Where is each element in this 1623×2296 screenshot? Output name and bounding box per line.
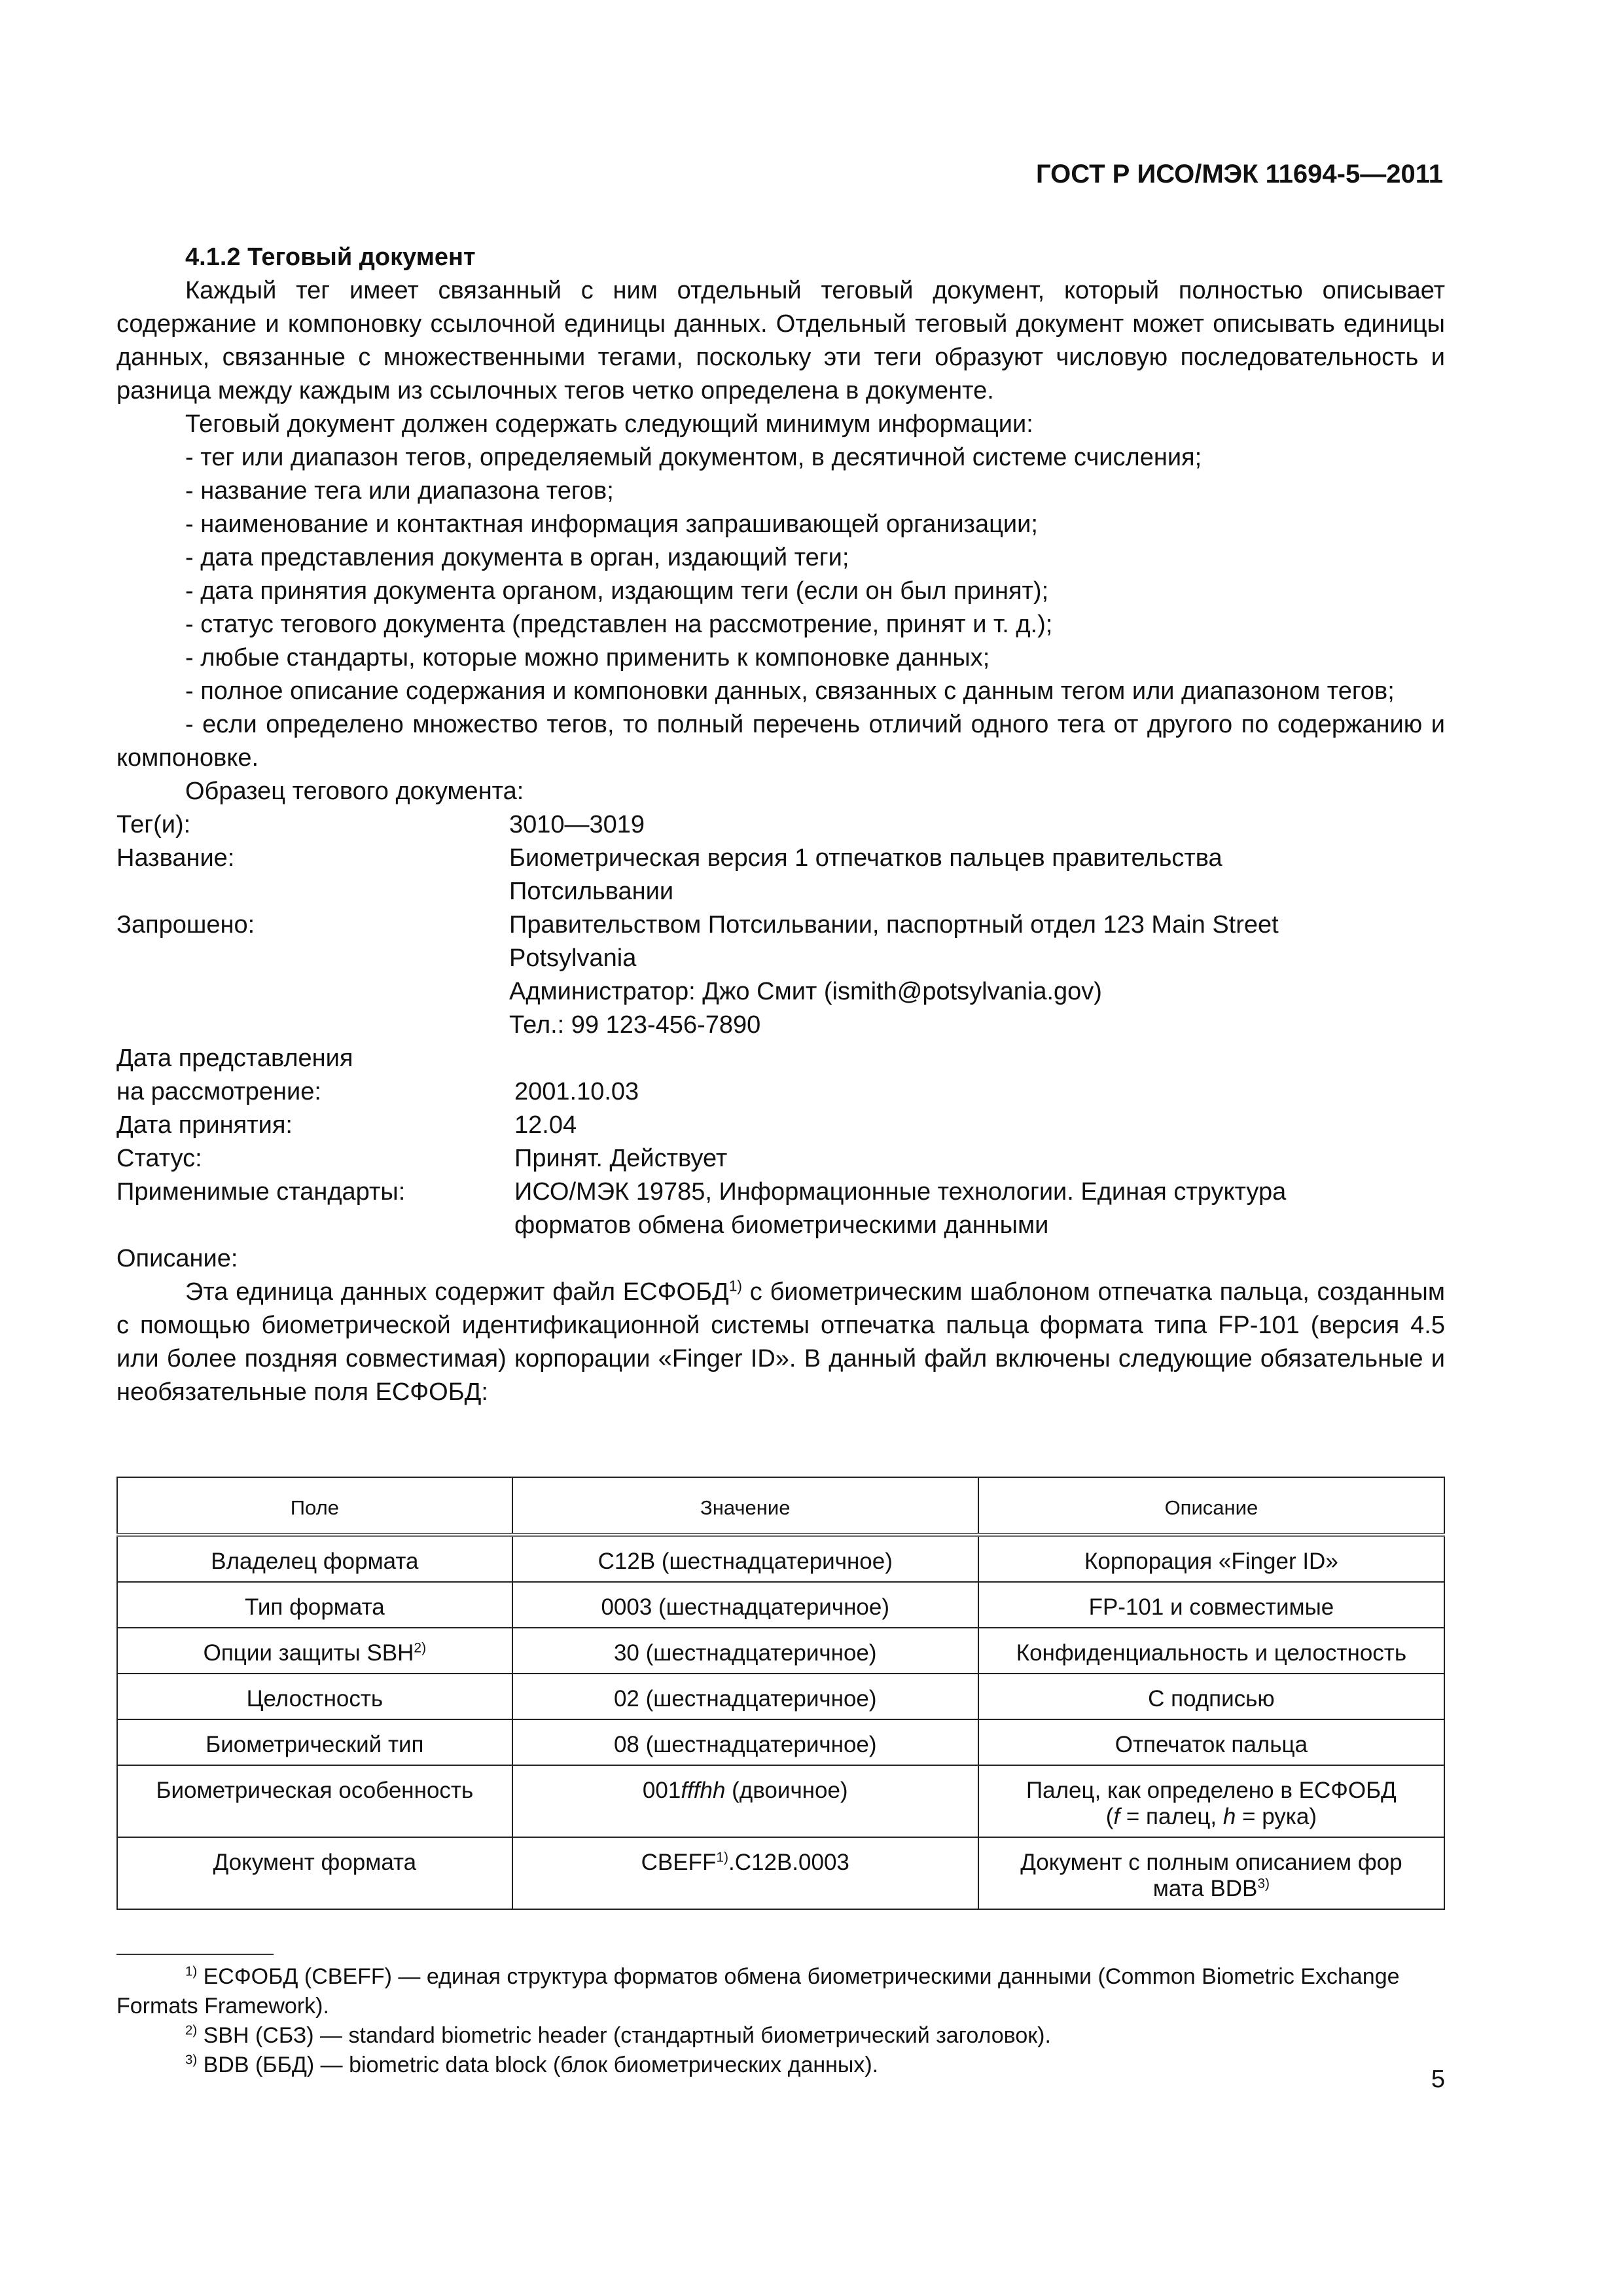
cell-text-italic: f (1113, 1804, 1120, 1829)
field-value-line: 2001.10.03 (514, 1078, 639, 1105)
sample-fields (116, 808, 1445, 1242)
table-cell (512, 1765, 978, 1837)
cell-text: Опции защиты SBH (203, 1640, 414, 1666)
table-cell (117, 1628, 512, 1674)
field-value-line: Правительством Потсильвании, паспортный отдел 123 Main Street (509, 911, 1279, 939)
field-label-line: на рассмотрение: (116, 1078, 321, 1105)
field-value (509, 842, 1399, 908)
cell-line: Документ с полным описанием фор (1020, 1850, 1402, 1875)
table-cell: Биометрическая особенность (117, 1765, 512, 1837)
field-value-line: Администратор: Джо Смит (ismith@potsylvania.gov) (509, 978, 1102, 1005)
table-row (117, 1628, 1444, 1674)
field-value: 12.04 (514, 1111, 577, 1139)
list-item: - наименование и контактная информация запрашивающей организации; (185, 511, 1038, 538)
section-title: 4.1.2 Теговый документ (185, 243, 476, 271)
list-item: - если определено множество тегов, то полный перечень отличий одного тега от другого по содержанию и компоновке. (116, 711, 1445, 772)
table-cell (978, 1765, 1444, 1837)
footnote-ref: 1) (716, 1850, 729, 1865)
field-row-name (116, 842, 1445, 908)
column-header: Значение (512, 1477, 978, 1535)
field-label-line: Дата представления (116, 1045, 353, 1072)
description-label: Описание: (116, 1245, 238, 1272)
cell-line: (f = палец, h = рука) (1105, 1804, 1317, 1829)
footnote (116, 2051, 1445, 2080)
field-row-requested (116, 908, 1445, 1042)
list-item: - статус тегового документа (представлен на рассмотрение, принят и т. д.); (185, 611, 1053, 638)
table-cell: Конфиденциальность и целостность (978, 1628, 1444, 1674)
footnote-mark: 3) (185, 2053, 198, 2068)
table-cell: FP-101 и совместимые (978, 1582, 1444, 1628)
cell-text-italic: fffhh (681, 1778, 726, 1803)
field-label (116, 1042, 509, 1109)
table-row (117, 1582, 1444, 1628)
document-body (116, 241, 1445, 1409)
table-cell: Документ формата (117, 1837, 512, 1909)
field-label: Название: (116, 844, 235, 872)
field-row-status (116, 1142, 1445, 1175)
column-header: Описание (978, 1477, 1444, 1535)
field-value-line: Potsylvania (509, 944, 637, 972)
table-cell: Отпечаток пальца (978, 1719, 1444, 1765)
list-item: - полное описание содержания и компоновки данных, связанных с данным тегом или диапазоном тегов; (185, 677, 1395, 705)
field-label: Запрошено: (116, 911, 255, 939)
footnote-text: ЕСФОБД (CBEFF) — единая структура форматов обмена биометрическими данными (Common Biometric Exchange Formats Framework). (116, 1964, 1400, 2018)
table-header-row (117, 1477, 1444, 1535)
table-row (117, 1765, 1444, 1837)
field-value: Принят. Действует (514, 1145, 728, 1172)
footnote-text: SBH (СБЗ) — standard biometric header (стандартный биометрический заголовок). (197, 2023, 1051, 2048)
list-item: - дата принятия документа органом, издающим теги (если он был принят); (185, 577, 1049, 605)
cell-text: = рука) (1236, 1804, 1317, 1829)
table-cell: C12B (шестнадцатеричное) (512, 1535, 978, 1582)
cell-line (990, 1876, 1433, 1902)
text-run: с биометрическим шаблоном отпечатка пальца, созданным с помощью биометрической идентификационной системы отпечатка пальца формата типа FP-101 (версия 4.5 или более поздняя совместимая) корпорации «Finger ID». В данный файл включены следующие обязательные и необязательные поля ЕСФОБД: (116, 1278, 1445, 1406)
table-cell: Корпорация «Finger ID» (978, 1535, 1444, 1582)
cell-text: 001 (642, 1778, 681, 1803)
field-row-tags (116, 808, 1445, 842)
table-row (117, 1535, 1444, 1582)
document-header: ГОСТ Р ИСО/МЭК 11694-5—2011 (1035, 160, 1443, 188)
field-row-accepted (116, 1109, 1445, 1142)
footnote-mark: 1) (185, 1964, 198, 1979)
sample-heading: Образец тегового документа: (185, 778, 524, 805)
table-cell (512, 1837, 978, 1909)
table-row (117, 1837, 1444, 1909)
column-header: Поле (117, 1477, 512, 1535)
list-item: - дата представления документа в орган, издающий теги; (185, 544, 849, 571)
cell-text-italic: h (1222, 1804, 1236, 1829)
footnote-separator (116, 1954, 274, 1955)
footnote-ref: 1) (728, 1277, 742, 1295)
cell-line: Палец, как определено в ЕСФОБД (1026, 1778, 1397, 1803)
footnote-text: BDB (ББД) — biometric data block (блок биометрических данных). (197, 2053, 879, 2077)
field-value-line: Тел.: 99 123-456-7890 (509, 1011, 761, 1039)
field-value-line: ИСО/МЭК 19785, Информационные технологии. Единая структура (514, 1178, 1287, 1206)
description-paragraph (116, 1276, 1445, 1409)
table-cell: С подписью (978, 1674, 1444, 1719)
footnote (116, 1962, 1445, 2021)
field-value-line: форматов обмена биометрическими данными (514, 1211, 1049, 1239)
cell-text: CBEFF (641, 1850, 717, 1875)
cell-text: = палец, (1120, 1804, 1223, 1829)
page-number: 5 (1431, 2066, 1445, 2093)
cell-text: .C12B.0003 (728, 1850, 849, 1875)
table-cell (978, 1837, 1444, 1909)
table-cell: Владелец формата (117, 1535, 512, 1582)
field-label: Тег(и): (116, 811, 191, 838)
cbeff-fields-table (116, 1477, 1445, 1910)
field-value (509, 1042, 1404, 1109)
footnote-mark: 2) (185, 2023, 198, 2038)
footnote (116, 2021, 1445, 2051)
field-value (509, 1175, 1404, 1242)
paragraph: Теговый документ должен содержать следующий минимум информации: (185, 410, 1033, 438)
field-value (509, 908, 1399, 1042)
table-cell: Тип формата (117, 1582, 512, 1628)
list-item: - любые стандарты, которые можно применить к компоновке данных; (185, 644, 990, 672)
table-row (117, 1719, 1444, 1765)
text-run: Эта единица данных содержит файл ЕСФОБД (185, 1278, 729, 1306)
list-item: - название тега или диапазона тегов; (185, 477, 614, 505)
field-label: Дата принятия: (116, 1111, 293, 1139)
cell-text: мата BDB (1152, 1876, 1258, 1901)
table-row (117, 1674, 1444, 1719)
field-row-submitted (116, 1042, 1445, 1109)
table-cell: 02 (шестнадцатеричное) (512, 1674, 978, 1719)
list-item: - тег или диапазон тегов, определяемый документом, в десятичной системе счисления; (185, 444, 1202, 471)
footnote-ref: 3) (1257, 1876, 1270, 1892)
field-value: 3010—3019 (509, 811, 645, 838)
table-cell: 30 (шестнадцатеричное) (512, 1628, 978, 1674)
paragraph: Каждый тег имеет связанный с ним отдельный теговый документ, который полностью описывает содержание и компоновку ссылочной единицы данных. Отдельный теговый документ может описывать единицы данных, связанные с множественными тегами, поскольку эти теги образуют числовую последовательность и разница между каждым из ссылочных тегов четко определена в документе. (116, 277, 1445, 404)
footnotes (116, 1962, 1445, 2080)
table-cell: Биометрический тип (117, 1719, 512, 1765)
table-cell: 0003 (шестнадцатеричное) (512, 1582, 978, 1628)
field-row-standards (116, 1175, 1445, 1242)
footnote-ref: 2) (414, 1640, 427, 1656)
field-value-line: Потсильвании (509, 878, 674, 905)
field-label: Применимые стандарты: (116, 1178, 406, 1206)
field-label: Статус: (116, 1145, 202, 1172)
cell-text: (двоичное) (725, 1778, 848, 1803)
field-value-line: Биометрическая версия 1 отпечатков пальцев правительства (509, 844, 1222, 872)
table-cell: Целостность (117, 1674, 512, 1719)
table-cell: 08 (шестнадцатеричное) (512, 1719, 978, 1765)
